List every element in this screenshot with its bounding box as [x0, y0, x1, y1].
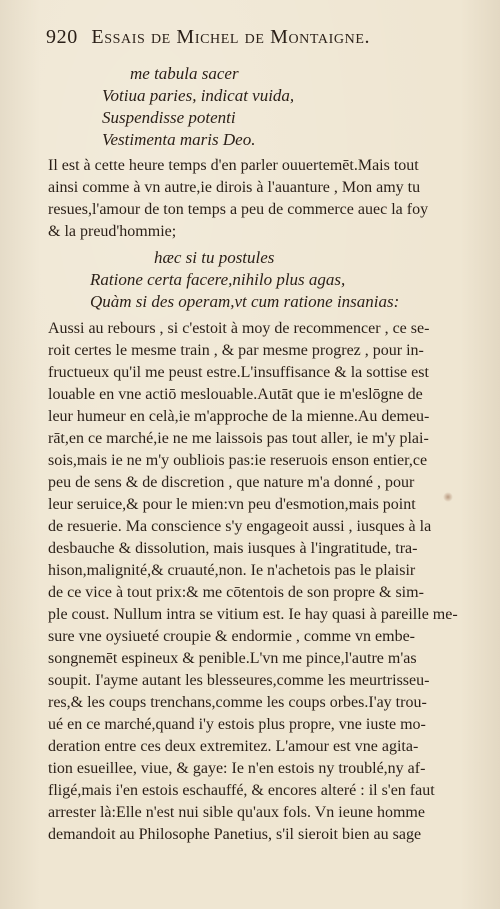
text-line: sois,mais ie ne m'y oubliois pas:ie reseruois enson entier,ce [48, 452, 428, 469]
text-line: res,& les coups trenchans,comme les coups orbes.I'ay trou- [48, 694, 427, 711]
verse-line: Vestimenta maris Deo. [102, 130, 256, 149]
text-line: peu de sens & de discretion , que nature m'a donné , pour [48, 474, 415, 491]
verse-line: hæc si tu postules [154, 248, 275, 267]
text-line: ainsi comme à vn autre,ie dirois à l'auanture , Mon amy tu [48, 179, 421, 196]
text-line: fructueux qu'il me peust estre.L'insuffisance & la sottise est [48, 364, 429, 381]
running-header [46, 26, 466, 54]
verse-line: Quàm si des operam,vt cum ratione insanias: [90, 292, 400, 311]
text-line: ple coust. Nullum intra se vitium est. Ie hay quasi à pareille me- [48, 606, 458, 623]
verse-line: me tabula sacer [130, 64, 239, 83]
text-line: soupit. I'ayme autant les blesseures,comme les meurtrisseu- [48, 672, 430, 689]
running-title: Essais de Michel de Montaigne. [91, 26, 371, 48]
text-line: leur humeur en celà,ie m'approche de la mienne.Au demeu- [48, 408, 430, 425]
text-line: & la preud'hommie; [48, 223, 177, 240]
text-line: Il est à cette heure temps d'en parler ouuertemēt.Mais tout [48, 157, 419, 174]
verse-line: Ratione certa facere,nihilo plus agas, [90, 270, 346, 289]
page-number: 920 [46, 26, 78, 48]
latin-verse-block-2 [90, 247, 399, 313]
text-line: desbauche & dissolution, mais iusques à l'ingratitude, tra- [48, 540, 418, 557]
text-line: de resuerie. Ma conscience s'y engageoit aussi , iusques à la [48, 518, 432, 535]
text-line: Aussi au rebours , si c'estoit à moy de recommencer , ce se- [48, 320, 430, 337]
text-line: deration entre ces deux extremitez. L'amour est vne agita- [48, 738, 419, 755]
text-line: demandoit au Philosophe Panetius, s'il sieroit bien au sage [48, 826, 422, 843]
text-line: louable en vne actiō meslouable.Autāt que ie m'eslōgne de [48, 386, 423, 403]
latin-verse-block-1 [102, 63, 294, 151]
text-line: fligé,mais i'en estois eschauffé, & encores alteré : il s'en faut [48, 782, 435, 799]
text-line: songnemēt espineux & penible.L'vn me pince,l'autre m'as [48, 650, 417, 667]
text-line: leur seruice,& pour le mien:vn peu d'esmotion,mais point [48, 496, 416, 513]
verse-line: Votiua paries, indicat vuida, [102, 86, 295, 105]
prose-paragraph-2 [48, 318, 466, 846]
text-line: arrester là:Elle n'est nui sible qu'aux fols. Vn ieune homme [48, 804, 425, 821]
prose-paragraph-1 [48, 155, 466, 243]
verse-line: Suspendisse potenti [102, 108, 236, 127]
text-line: ué en ce marché,quand i'y estois plus propre, vne iuste mo- [48, 716, 426, 733]
text-line: hison,malignité,& cruauté,non. Ie n'achetois pas le plaisir [48, 562, 416, 579]
text-line: de ce vice à tout prix:& me cōtentois de son propre & sim- [48, 584, 424, 601]
text-line: rāt,en ce marché,ie ne me laissois pas tout aller, ie m'y plai- [48, 430, 429, 447]
text-line: resues,l'amour de ton temps a peu de commerce auec la foy [48, 201, 429, 218]
text-line: tion esueillee, viue, & gaye: Ie n'en estois ny troublé,ny af- [48, 760, 426, 777]
text-line: sure vne oysiueté croupie & endormie , comme vn embe- [48, 628, 415, 645]
ink-stain [443, 492, 453, 502]
text-line: roit certes le mesme train , & par mesme progrez , pour in- [48, 342, 424, 359]
